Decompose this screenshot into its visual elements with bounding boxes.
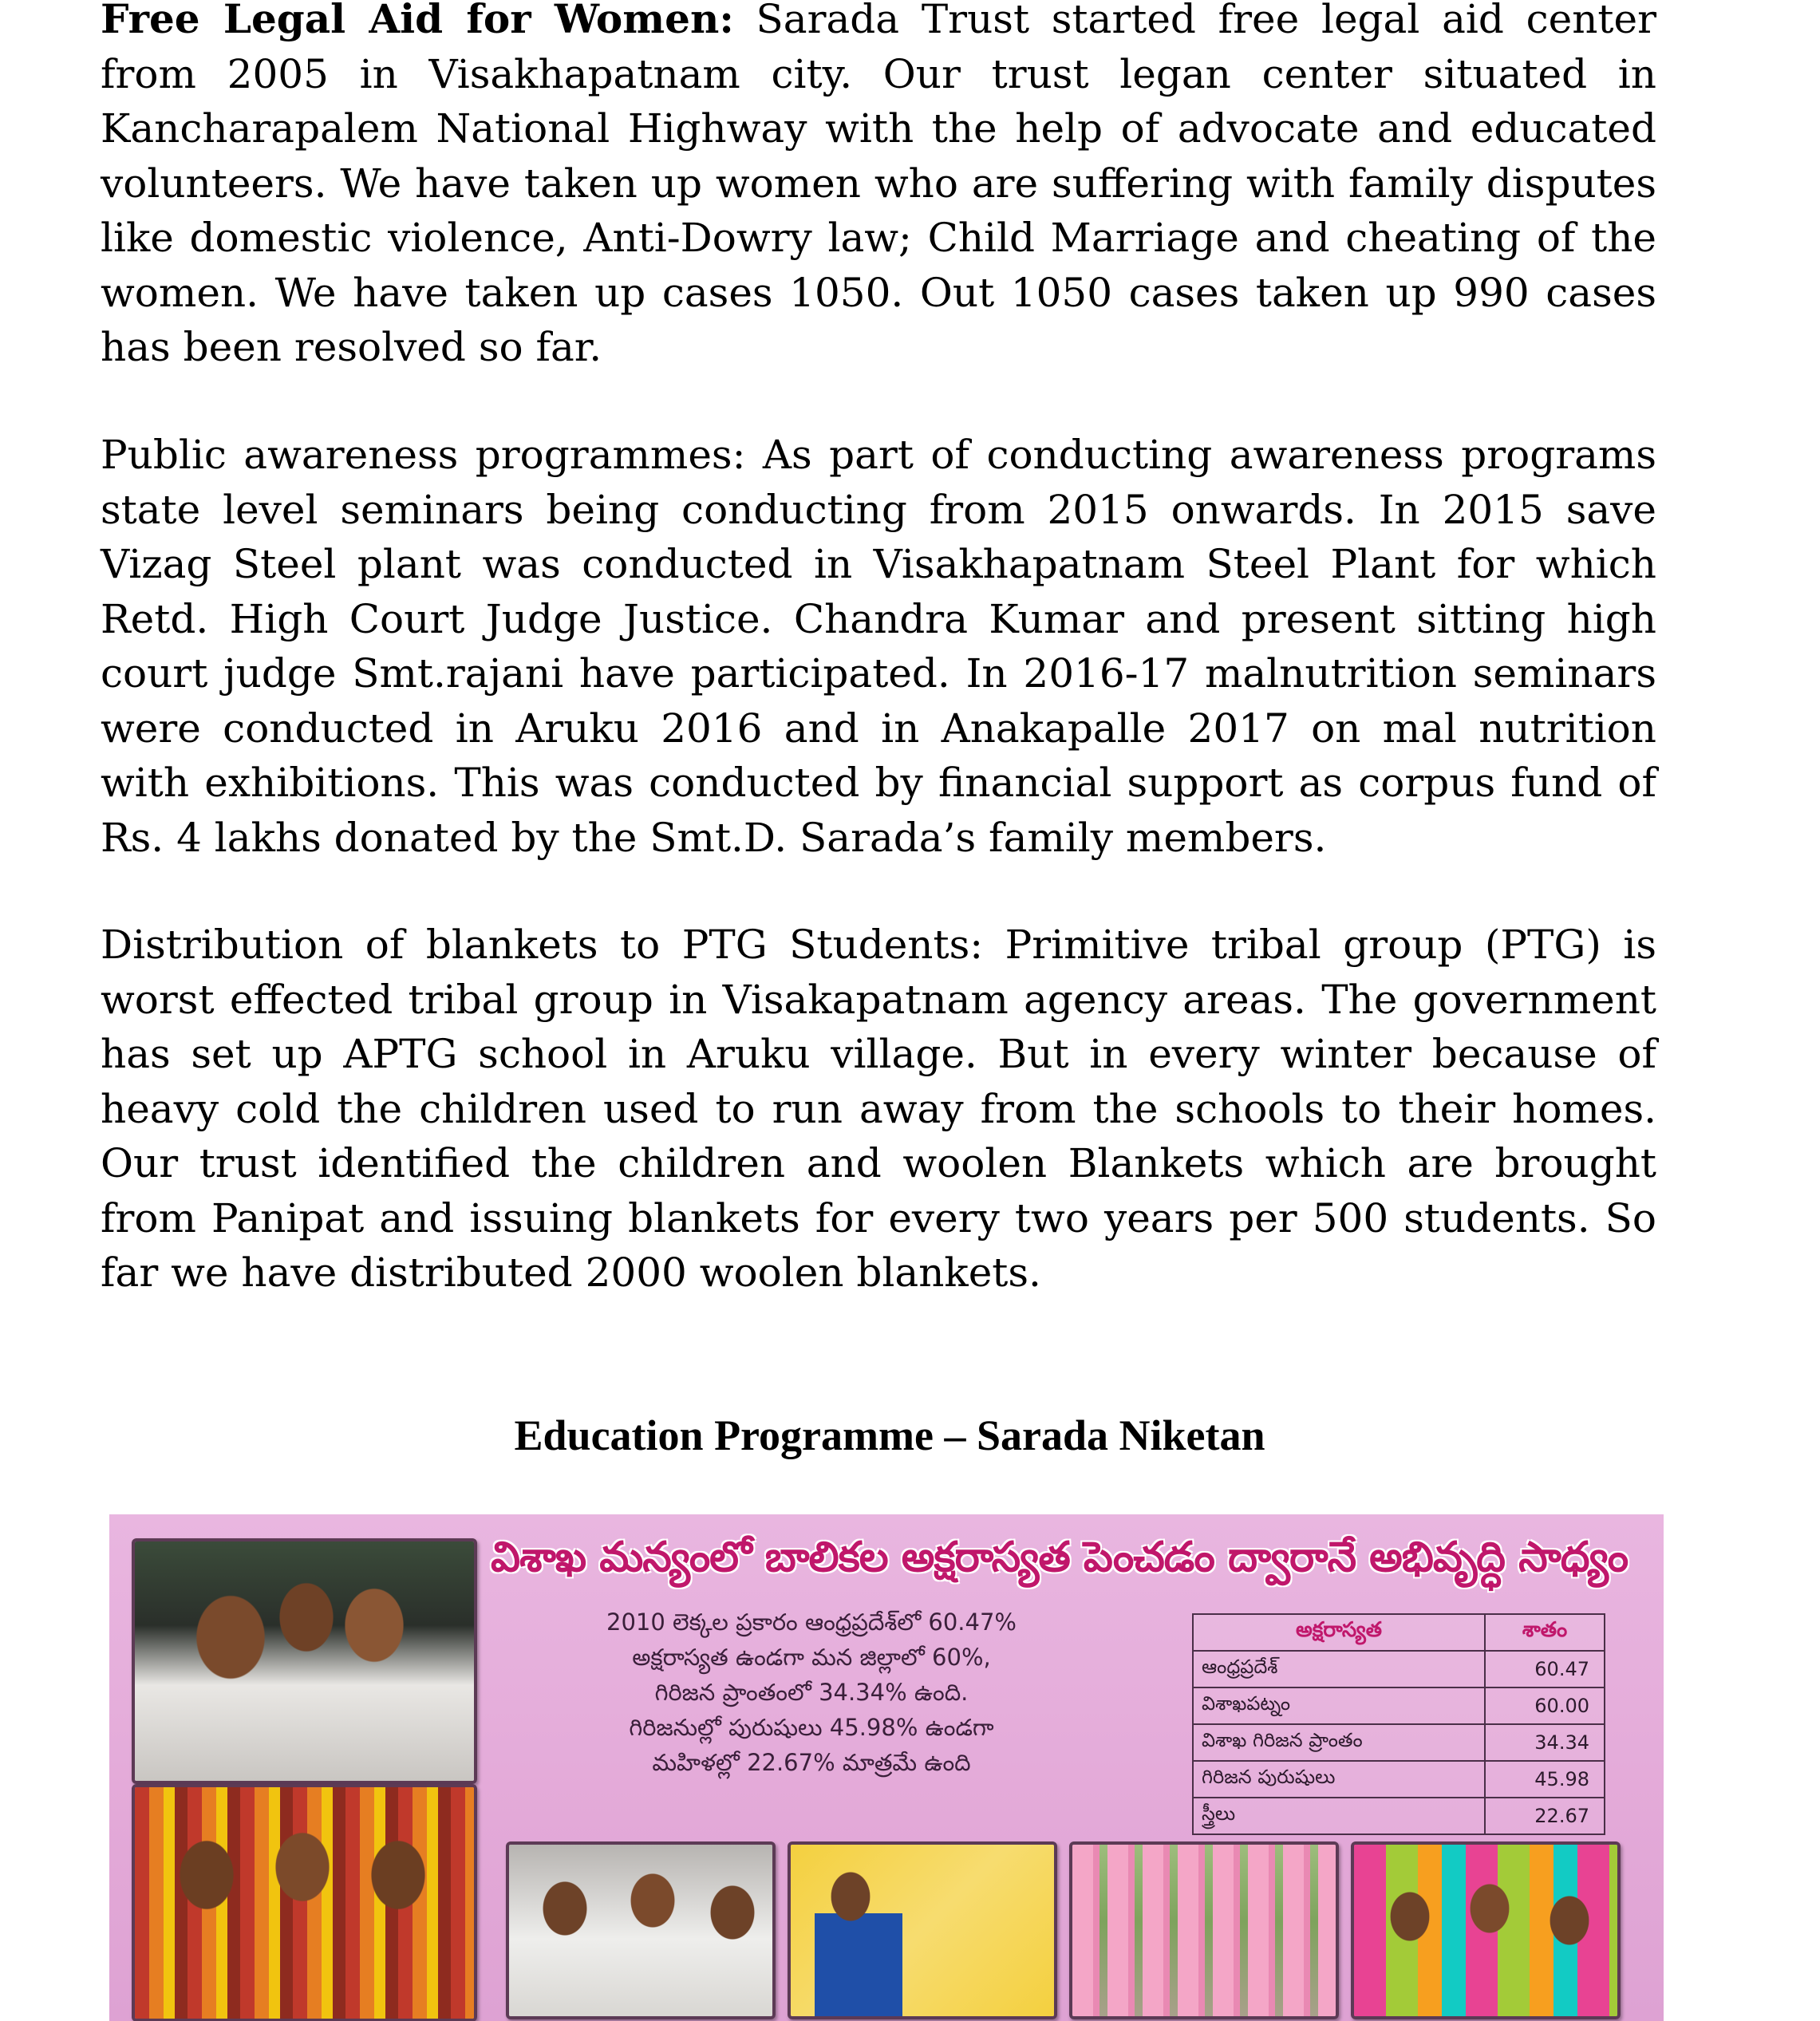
poster-photo-girls-studying <box>132 1538 477 1784</box>
poster-stat-line: 2010 లెక్కల ప్రకారం ఆంధ్రప్రదేశ్‌లో 60.47% <box>606 1609 1017 1636</box>
poster-photo-child-activity <box>788 1841 1057 2019</box>
poster-stat-line: అక్షరాస్యత ఉండగా మన జిల్లాలో 60%, <box>632 1644 991 1671</box>
education-poster <box>109 1514 1664 2021</box>
region-cell: గిరిజన పురుషులు <box>1193 1761 1485 1798</box>
table-row <box>1193 1651 1605 1687</box>
table-row <box>1193 1798 1605 1834</box>
legal-aid-body: Sarada Trust started free legal aid center from 2005 in Visakhapatnam city. Our trust legan center situated in Kancharapalem National Highway with the help of advocate and educated volunteers. We have taken up women who are suffering with family disputes like domestic violence, Anti-Dowry law; Child Marriage and cheating of the women. We have taken up cases 1050. Out 1050 cases taken up 990 cases has been resolved so far. <box>101 0 1656 370</box>
percent-header: శాతం <box>1485 1614 1605 1651</box>
poster-photo-tribal-women <box>132 1784 477 2021</box>
poster-photo-children-reading <box>506 1841 776 2019</box>
legal-aid-title: Free Legal Aid for Women: <box>101 0 734 42</box>
poster-stat-line: గిరిజనుల్లో పురుషులు 45.98% ఉండగా <box>629 1714 994 1741</box>
percent-cell: 34.34 <box>1485 1724 1605 1761</box>
region-cell: ఆంధ్రప్రదేశ్ <box>1193 1651 1485 1687</box>
poster-photo-students-field <box>1069 1841 1339 2019</box>
literacy-table-header-row <box>1193 1614 1605 1651</box>
percent-cell: 45.98 <box>1485 1761 1605 1798</box>
percent-cell: 22.67 <box>1485 1798 1605 1834</box>
table-row <box>1193 1724 1605 1761</box>
poster-stat-line: మహిళల్లో 22.67% మాత్రమే ఉంది <box>652 1749 971 1776</box>
poster-photo-children-group <box>1351 1841 1621 2019</box>
poster-title: విశాఖ మన్యంలో బాలికల అక్షరాస్యత పెంచడం ద్వారానే అభివృద్ధి సాధ్యం <box>491 1534 1629 1581</box>
poster-stat-line: గిరిజన ప్రాంతంలో 34.34% ఉంది. <box>654 1679 969 1706</box>
region-cell: స్త్రీలు <box>1193 1798 1485 1834</box>
region-cell: విశాఖ గిరిజన ప్రాంతం <box>1193 1724 1485 1761</box>
region-cell: విశాఖపట్నం <box>1193 1687 1485 1724</box>
percent-cell: 60.47 <box>1485 1651 1605 1687</box>
table-row <box>1193 1761 1605 1798</box>
blankets-paragraph: Distribution of blankets to PTG Students: Primitive tribal group (PTG) is worst effected tribal group in Visakapatnam agency areas. The government has set up APTG school in Aruku village. But in every winter because of heavy cold the children used to run away from the schools to their homes. Our trust identified the children and woolen Blankets which are brought from Panipat and issuing blankets for every two years per 500 students. So far we have distributed 2000 woolen blankets. <box>101 922 1656 1296</box>
literacy-header: అక్షరాస్యత <box>1193 1614 1485 1651</box>
awareness-paragraph: Public awareness programmes: As part of conducting awareness programs state level seminars being conducting from 2015 onwards. In 2015 save Vizag Steel plant was conducted in Visakhapatnam Steel Plant for which Retd. High Court Judge Justice. Chandra Kumar and present sitting high court judge Smt.rajani have participated. In 2016-17 malnutrition seminars were conducted in Aruku 2016 and in Anakapalle 2017 on mal nutrition with exhibitions. This was conducted by financial support as corpus fund of Rs. 4 lakhs donated by the Smt.D. Sarada’s family members. <box>101 432 1656 861</box>
section-heading: Education Programme – Sarada Niketan <box>514 1411 1265 1459</box>
percent-cell: 60.00 <box>1485 1687 1605 1724</box>
literacy-table <box>1192 1613 1605 1835</box>
table-row <box>1193 1687 1605 1724</box>
legal-aid-paragraph <box>101 0 1656 375</box>
